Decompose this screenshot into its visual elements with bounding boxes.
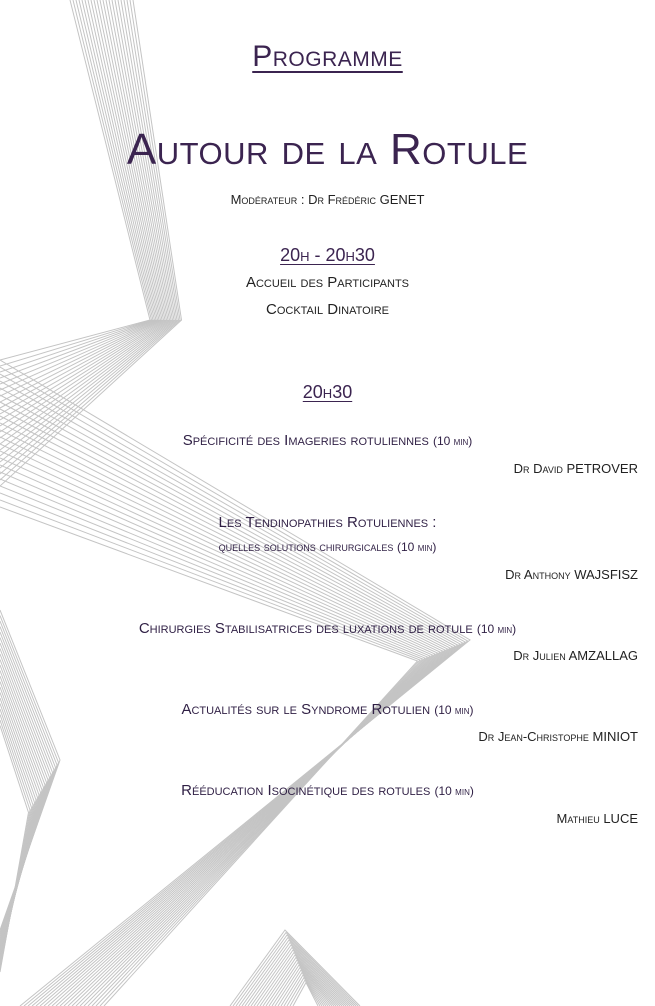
talk-1-title-row (0, 432, 655, 449)
talk-4-speaker: Dr Jean-Christophe MINIOT (478, 729, 638, 744)
session-time: 20h30 (302, 382, 353, 402)
talk-2-subtitle: quelles solutions chirurgicales (218, 539, 394, 554)
talk-3-speaker: Dr Julien AMZALLAG (513, 648, 638, 663)
talk-2-title: Les Tendinopathies Rotuliennes : (218, 514, 437, 531)
talk-1-title: Spécificité des Imageries rotuliennes (182, 432, 429, 449)
talk-5-speaker: Mathieu LUCE (556, 811, 638, 826)
talk-3-title: Chirurgies Stabilisatrices des luxations de rotule (138, 620, 473, 637)
talk-3-duration: (10 min) (476, 622, 517, 636)
talk-1-duration: (10 min) (432, 434, 473, 448)
welcome-line-2: Cocktail Dinatoire (265, 301, 390, 318)
talk-5-duration: (10 min) (434, 784, 474, 798)
event-title: Autour de la Rotule (126, 125, 529, 174)
talk-2-subtitle-row (0, 539, 655, 554)
talk-1-speaker: Dr David PETROVER (513, 461, 638, 476)
talk-2-duration: (10 min) (397, 540, 437, 554)
moderator-line: Modérateur : Dr Frédéric GENET (230, 192, 425, 207)
talk-4-title-row (0, 701, 655, 718)
talk-4-duration: (10 min) (434, 703, 474, 717)
talk-3-title-row (0, 620, 655, 637)
talk-5-title: Rééducation Isocinétique des rotules (181, 782, 431, 799)
talk-5-title-row (0, 782, 655, 799)
welcome-time: 20h - 20h30 (280, 245, 375, 265)
talk-2-speaker: Dr Anthony WAJSFISZ (505, 567, 638, 582)
programme-heading: Programme (252, 40, 403, 73)
welcome-line-1: Accueil des Participants (245, 274, 410, 291)
talk-4-title: Actualités sur le Syndrome Rotulien (181, 701, 431, 718)
